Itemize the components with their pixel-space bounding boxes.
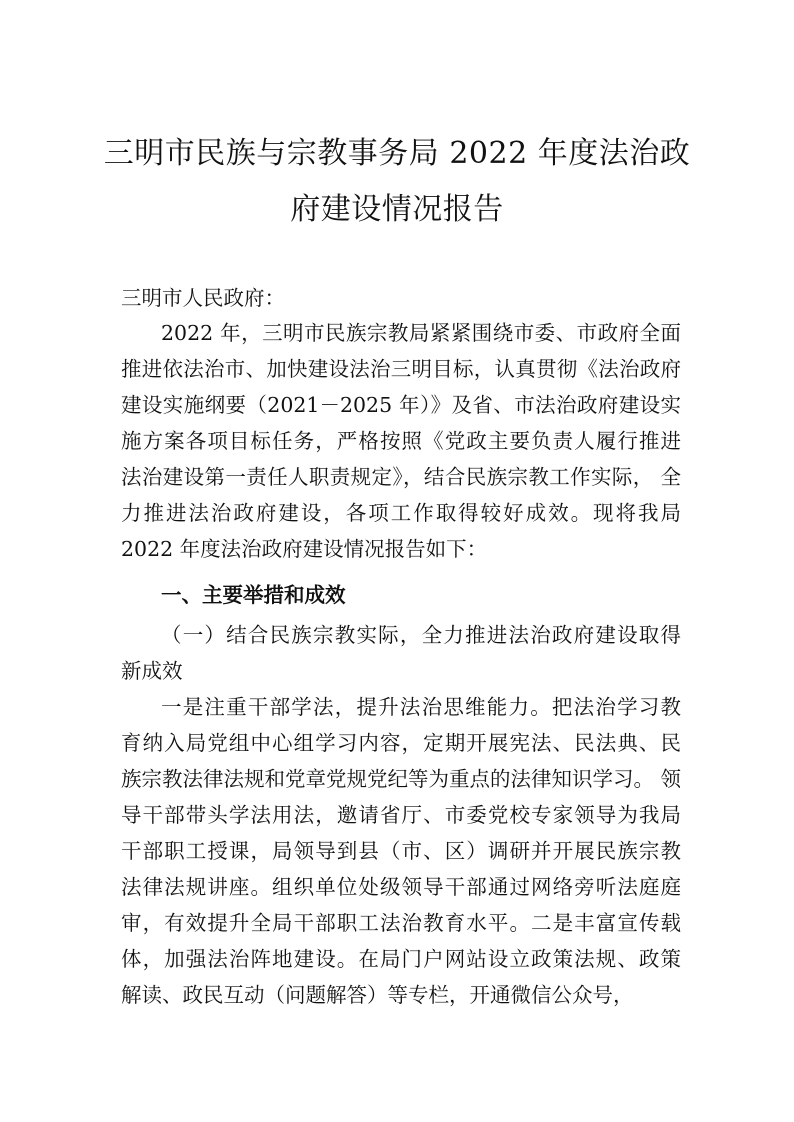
body-line: 解读、政民互动（问题解答）等专栏，开通微信公众号， [121,983,634,1007]
intro-line: 2022 年，三明市民族宗教局紧紧围绕市委、市政府全面 [161,321,681,345]
body-line: 体，加强法治阵地建设。在局门户网站设立政策法规、政策 [121,947,681,971]
intro-line: 施方案各项目标任务，严格按照《党政主要负责人履行推进 [121,429,681,453]
intro-line: 力推进法治政府建设，各项工作取得较好成效。现将我局 [121,501,681,525]
intro-line: 推进依法治市、加快建设法治三明目标，认真贯彻《法治政府 [121,357,681,381]
document-title-line-1: 三明市民族与宗教事务局 2022 年度法治政 [103,136,691,171]
body-line: 审，有效提升全局干部职工法治教育水平。二是丰富宣传载 [121,911,681,935]
subsection-heading-line: （一）结合民族宗教实际，全力推进法治政府建设取得 [161,623,681,647]
body-line: 一是注重干部学法，提升法治思维能力。把法治学习教 [161,695,681,719]
body-line: 法律法规讲座。组织单位处级领导干部通过网络旁听法庭庭 [121,875,681,899]
subsection-heading-line: 新成效 [121,659,183,683]
intro-line: 建设实施纲要（2021－2025 年）》及省、市法治政府建设实 [121,393,681,417]
document-title-line-2: 府建设情况报告 [290,192,504,227]
body-line: 导干部带头学法用法，邀请省厅、市委党校专家领导为我局 [121,803,681,827]
addressee: 三明市人民政府： [121,286,285,310]
intro-line: 2022 年度法治政府建设情况报告如下： [121,537,488,561]
body-line: 育纳入局党组中心组学习内容，定期开展宪法、民法典、民 [121,731,681,755]
body-line: 干部职工授课，局领导到县（市、区）调研并开展民族宗教 [121,839,681,863]
body-line: 族宗教法律法规和党章党规党纪等为重点的法律知识学习。 领 [121,767,682,791]
section-heading: 一、主要举措和成效 [161,583,346,607]
intro-line: 法治建设第一责任人职责规定》，结合民族宗教工作实际， 全 [121,465,681,489]
